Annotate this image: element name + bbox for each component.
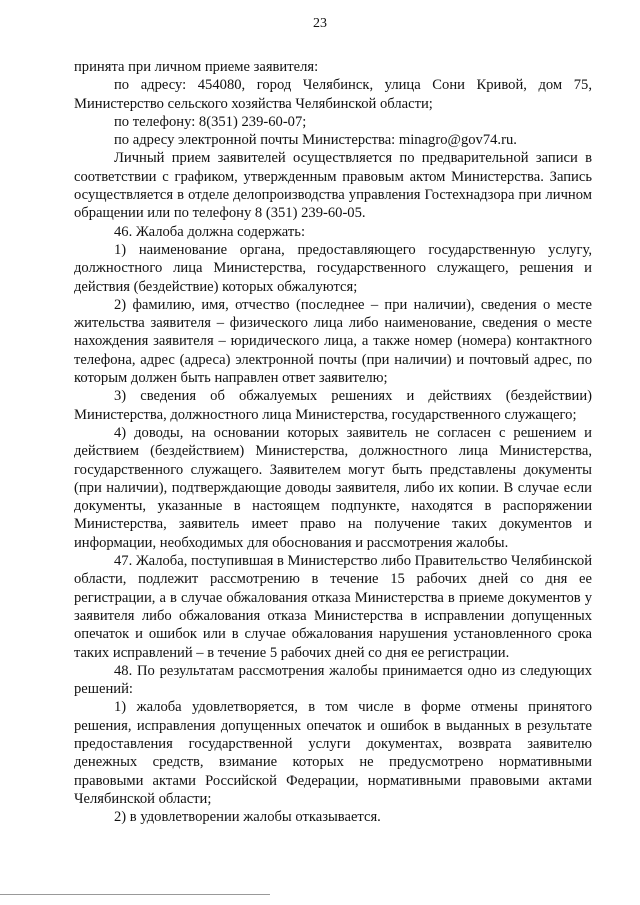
- paragraph: по адресу: 454080, город Челябинск, улица Сони Кривой, дом 75, Министерство сельского хозяйства Челябинской области;: [74, 77, 592, 112]
- paragraph: 4) доводы, на основании которых заявитель не согласен с решением и действием (бездействием) Министерства, должностного лица Министерства, государственного служащего. Заявителем могут быть представлены документы (при наличии), подтверждающие доводы заявителя, либо их копии. В случае если документы, указанные в настоящем подпункте, находятся в распоряжении Министерства, заявитель имеет право на получение таких документов и информации, необходимых для обоснования и рассмотрения жалобы.: [74, 424, 592, 551]
- paragraph: 47. Жалоба, поступившая в Министерство либо Правительство Челябинской области, подлежит рассмотрению в течение 15 рабочих дней со дня ее регистрации, а в случае обжалования отказа Министерства в приеме документов у заявителя либо обжалования отказа Министерства в исправлении допущенных опечаток и ошибок или в случае обжалования нарушения установленного срока таких исправлений – в течение 5 рабочих дней со дня ее регистрации.: [74, 553, 592, 661]
- paragraph: Личный прием заявителей осуществляется по предварительной записи в соответствии с графиком, утвержденным правовым актом Министерства. Запись осуществляется в отделе делопроизводства управления Гостехнадзора при личном обращении или по телефону 8 (351) 239-60-05.: [74, 150, 592, 222]
- paragraph: 2) фамилию, имя, отчество (последнее – при наличии), сведения о месте жительства заявителя – физического лица либо наименование, сведения о месте нахождения заявителя – юридического лица, а также номер (номера) контактного телефона, адрес (адреса) электронной почты (при наличии) и почтовый адрес, по которым должен быть направлен ответ заявителю;: [74, 296, 592, 387]
- paragraph: принята при личном приеме заявителя:: [74, 59, 319, 75]
- paragraph: 3) сведения об обжалуемых решениях и действиях (бездействии) Министерства, должностного лица Министерства, государственного служащего;: [74, 388, 592, 423]
- paragraph: 1) жалоба удовлетворяется, в том числе в форме отмены принятого решения, исправления допущенных опечаток и ошибок в выданных в результате предоставления государственной услуги документах, возврата заявителю денежных средств, взимание которых не предусмотрено нормативными правовыми актами Российской Федерации, нормативными правовыми актами Челябинской области;: [74, 699, 592, 807]
- paragraph: 1) наименование органа, предоставляющего государственную услугу, должностного лица Министерства, государственного служащего, решения и действия (бездействие) которых обжалуются;: [74, 241, 592, 295]
- paragraph: 46. Жалоба должна содержать:: [114, 223, 305, 240]
- paragraph: 2) в удовлетворении жалобы отказывается.: [114, 809, 381, 826]
- paragraph: по адресу электронной почты Министерства: minagro@gov74.ru.: [114, 132, 517, 149]
- paragraph: 48. По результатам рассмотрения жалобы принимается одно из следующих решений:: [74, 662, 592, 698]
- page-number: 23: [313, 16, 327, 31]
- document-body: [74, 58, 592, 826]
- paragraph: по телефону: 8(351) 239-60-07;: [114, 113, 307, 130]
- scan-edge-line: [0, 894, 270, 895]
